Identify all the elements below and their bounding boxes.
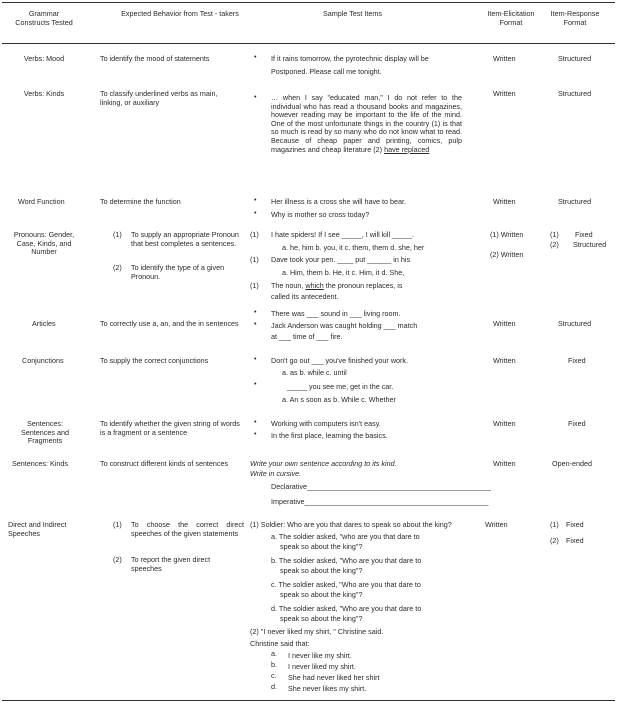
behavior-cell: To identify whether the given string of words is a fragment or a sentence (100, 419, 240, 437)
question-text: Christine said that: (250, 639, 310, 648)
behavior-num: (2) (113, 263, 122, 272)
elicitation-cell: Written (493, 89, 516, 98)
behavior-cell: To supply an appropriate Pronoun that best completes a sentences. (131, 230, 239, 248)
response-cell: Fixed (568, 356, 586, 365)
option-text: speak so about the king"? (280, 590, 363, 599)
behavior-cell: To determine the function (100, 197, 181, 206)
response-cell: Structured (573, 240, 607, 249)
elicitation-cell: Written (493, 419, 516, 428)
bullet: • (254, 379, 257, 388)
construct-cell: Word Function (18, 197, 65, 206)
item-text: Why is mother so cross today? (271, 210, 370, 219)
item-text: If it rains tomorrow, the pyrotechnic display will be (271, 54, 429, 63)
response-num: (1) (550, 520, 559, 529)
option-letter: b. (271, 660, 277, 669)
passage-body: … when I say "educated man," I do not refer to the individual who has read a thousand books and magazines, however reading may be important to the life of the mind. One of the most unfortunate things in the country (1) is that so much is read by so many who do not know what to read. Because of cheap paper and printing, comics, pulp magazines and cheap literature (2) (271, 93, 462, 154)
elicitation-cell: Written (485, 520, 508, 529)
bullet: • (254, 52, 257, 61)
table-top-rule (2, 2, 615, 3)
header-elicitation: Item-Elicitation Format (487, 9, 535, 27)
behavior-cell: To identify the mood of statements (100, 54, 210, 63)
item-num: (1) (250, 255, 259, 264)
item-text: Don't go out ___ you've finished your work. (271, 356, 408, 365)
elicitation-cell: Written (493, 197, 516, 206)
elicitation-cell: Written (493, 459, 516, 468)
item-text-post: the pronoun replaces, is (325, 281, 403, 290)
option-text: speak so about the king"? (280, 542, 363, 551)
behavior-cell: To supply the correct conjunctions (100, 356, 209, 365)
passage-text (271, 94, 462, 154)
response-cell: Fixed (566, 536, 584, 545)
response-num: (2) (550, 240, 559, 249)
bullet: • (254, 319, 257, 328)
response-cell: Fixed (566, 520, 584, 529)
elicitation-cell: Written (493, 54, 516, 63)
imperative-line: Imperative______________________________________________ (271, 497, 489, 506)
item-options: a. Him, them b. He, it c. Him, it d. She, (282, 268, 405, 277)
response-cell: Structured (558, 89, 592, 98)
question-text: (2) "I never liked my shirt, " Christine said. (250, 627, 384, 636)
response-cell: Structured (558, 197, 592, 206)
option-letter: d. (271, 682, 277, 691)
option-text: b. The soldier asked, "Who are you that dare to (271, 556, 422, 565)
behavior-cell: To classify underlined verbs as main, linking, or auxiliary (100, 89, 218, 107)
question-text: (1) Soldier: Who are you that dares to speak so about the king? (250, 520, 452, 529)
construct-cell: Direct and Indirect Speeches (8, 520, 67, 538)
item-text: Working with computers isn't easy. (271, 419, 381, 428)
item-options: a. as b. while c. until (282, 368, 347, 377)
item-options: a. he, him b. you, it c. them, them d. she, her (282, 243, 425, 252)
option-text: She never likes my shirt. (288, 684, 367, 693)
option-text: speak so about the king"? (280, 614, 363, 623)
item-num: (1) (250, 281, 259, 290)
bullet: • (254, 195, 257, 204)
construct-cell: Sentences: Sentences and Fragments (21, 419, 69, 446)
elicitation-cell: Written (493, 319, 516, 328)
response-cell: Open-ended (552, 459, 592, 468)
construct-cell: Sentences: Kinds (12, 459, 68, 468)
behavior-cell: To choose the correct direct speeches of the given statements (131, 520, 244, 538)
underlined-verb: have replaced (384, 144, 430, 154)
item-text: called its antecedent. (271, 292, 339, 301)
header-constructs: Grammar Constructs Tested (15, 9, 73, 27)
option-text: d. The soldier asked, "Who are you that dare to (271, 604, 422, 613)
construct-cell: Conjunctions (22, 356, 64, 365)
construct-cell: Articles (32, 319, 56, 328)
item-text: at ___ time of ___ fire. (271, 332, 343, 341)
behavior-cell: To identify the type of a given Pronoun. (131, 263, 225, 281)
option-text: I never liked my shirt. (288, 662, 356, 671)
item-text: There was ___ sound in ___ living room. (271, 309, 401, 318)
item-text-pre: The noun, (271, 281, 304, 290)
bullet: • (254, 417, 257, 426)
response-cell: Structured (558, 319, 592, 328)
behavior-num: (1) (113, 520, 122, 529)
bullet: • (254, 354, 257, 363)
construct-cell: Verbs: Mood (23, 54, 65, 63)
header-items: Sample Test Items (323, 9, 382, 18)
option-text: I never like my shirt. (288, 651, 352, 660)
behavior-num: (2) (113, 555, 122, 564)
response-cell: Fixed (568, 419, 586, 428)
item-text: _____ you see me, get in the car. (287, 382, 394, 391)
option-text: She had never liked her shirt (288, 673, 380, 682)
declarative-line: Declarative______________________________________________ (271, 482, 491, 491)
item-text: Postponed. Please call me tonight. (271, 67, 382, 76)
option-text: a. The soldier asked, "who are you that dare to (271, 532, 420, 541)
elicitation-cell: (2) Written (490, 250, 524, 259)
header-behavior: Expected Behavior from Test - takers (121, 9, 239, 18)
table-bottom-rule (2, 700, 615, 701)
underlined-word: which (305, 281, 324, 290)
response-cell: Fixed (575, 230, 593, 239)
instruction-text: Write your own sentence according to its kind. (250, 459, 397, 468)
item-text: Dave took your pen. ____ put ______ in his (271, 255, 411, 264)
bullet: • (254, 307, 257, 316)
option-text: c. The soldier asked, "Who are you that dare to (271, 580, 421, 589)
construct-cell: Pronouns: Gender, Case, Kinds, and Number (13, 230, 75, 257)
item-text: Jack Anderson was caught holding ___ match (271, 321, 418, 330)
response-num: (2) (550, 536, 559, 545)
response-cell: Structured (558, 54, 592, 63)
header-response: Item-Response Format (550, 9, 600, 27)
elicitation-cell: Written (493, 356, 516, 365)
option-letter: c. (271, 671, 277, 680)
behavior-cell: To correctly use a, an, and the in sentences (100, 319, 239, 328)
option-letter: a. (271, 649, 277, 658)
response-num: (1) (550, 230, 559, 239)
item-text (271, 282, 402, 291)
construct-cell: Verbs: Kinds (23, 89, 65, 98)
option-text: speak so about the king"? (280, 566, 363, 575)
item-options: a. An s soon as b. While c. Whether (282, 395, 396, 404)
item-text: In the first place, learning the basics. (271, 431, 388, 440)
item-text: Her illness is a cross she will have to bear. (271, 197, 407, 206)
bullet: • (254, 208, 257, 217)
behavior-cell: To report the given direct speeches (131, 555, 211, 573)
item-text: I hate spiders! If I see _____, I will kill _____. (271, 230, 415, 239)
instruction-text: Write in cursive. (250, 469, 302, 478)
bullet: • (254, 92, 257, 101)
behavior-num: (1) (113, 230, 122, 239)
bullet: • (254, 429, 257, 438)
elicitation-cell: (1) Written (490, 230, 524, 239)
item-num: (1) (250, 230, 259, 239)
header-rule (2, 43, 615, 44)
behavior-cell: To construct different kinds of sentences (100, 459, 229, 468)
